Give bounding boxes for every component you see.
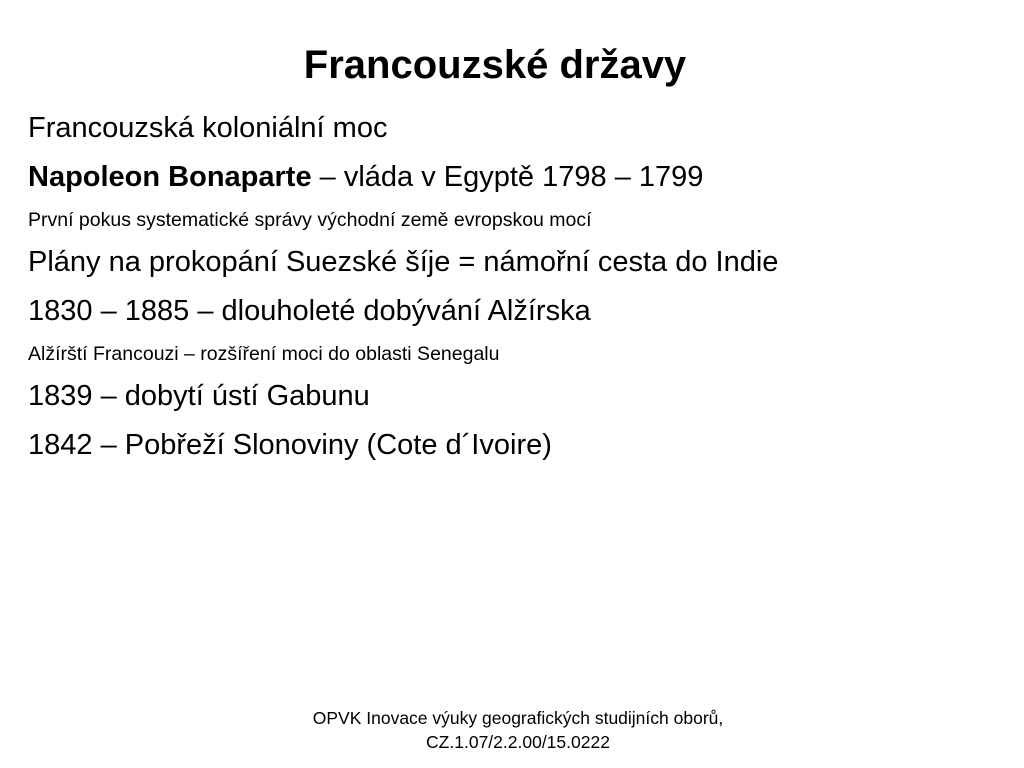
bullet-item: Francouzská koloniální moc xyxy=(28,112,388,144)
bullet-list xyxy=(28,104,1008,470)
slide-title: Francouzské državy xyxy=(303,43,687,87)
slide-footer xyxy=(268,706,768,754)
footer-line: OPVK Inovace výuky geografických studijních oborů, xyxy=(312,708,724,728)
bullet-item: První pokus systematické správy východní země evropskou mocí xyxy=(28,209,592,231)
bullet-item: 1839 – dobytí ústí Gabunu xyxy=(28,380,370,412)
bullet-item: Plány na prokopání Suezské šíje = námořní cesta do Indie xyxy=(28,246,779,278)
footer-line: CZ.1.07/2.2.00/15.0222 xyxy=(426,732,610,752)
bullet-item: 1842 – Pobřeží Slonoviny (Cote d´Ivoire) xyxy=(28,429,552,461)
bullet-item: 1830 – 1885 – dlouholeté dobývání Alžírska xyxy=(28,295,591,327)
bullet-item-rest: – vláda v Egyptě 1798 – 1799 xyxy=(311,161,704,193)
bullet-item: Alžírští Francouzi – rozšíření moci do oblasti Senegalu xyxy=(28,343,500,365)
bullet-item xyxy=(28,153,1008,202)
bullet-item-bold: Napoleon Bonaparte xyxy=(28,161,312,193)
